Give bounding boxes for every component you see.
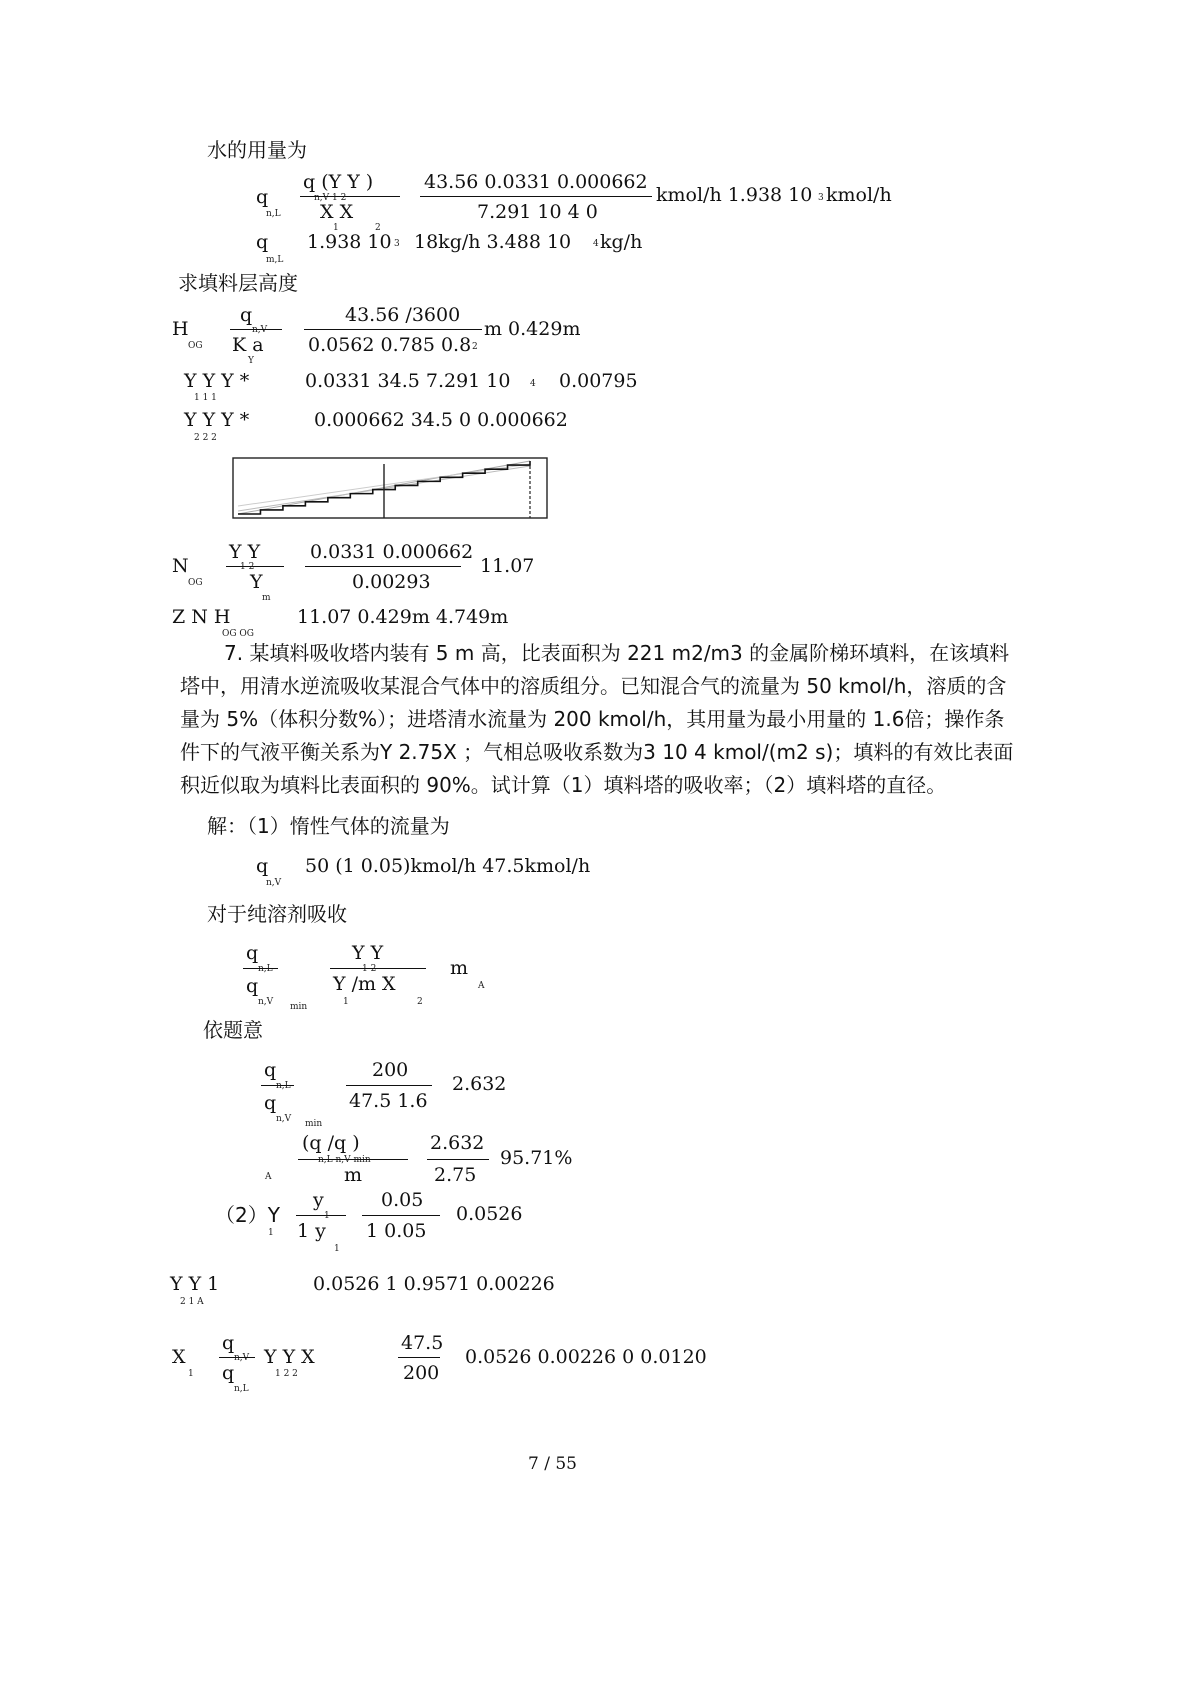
eq-symbol: q — [256, 231, 269, 253]
eq-numerator: Y Y — [229, 541, 261, 563]
eq-numerator: q — [222, 1332, 235, 1354]
solution-heading: 解：（1）惰性气体的流量为 — [207, 814, 450, 838]
eq-numerator: q — [240, 304, 253, 326]
eq-symbol: q — [264, 1059, 277, 1081]
eq-symbol: X — [172, 1346, 186, 1368]
eq-unit: kg/h — [600, 231, 643, 253]
eq-symbol: q — [256, 855, 269, 877]
eq-lhs: Z N H — [172, 606, 231, 628]
eq-numerator: 43.56 0.0331 0.000662 — [424, 171, 648, 193]
eq-numerator: 200 — [372, 1059, 409, 1081]
eq-subscript: n,L n,V min — [318, 1155, 371, 1165]
eq-numerator: Y Y — [352, 942, 384, 964]
eq-subscript: OG — [188, 341, 203, 351]
eq-numerator: 0.05 — [381, 1189, 424, 1211]
eq-subscript: OG — [188, 578, 203, 588]
eq-subscript: 2 1 A — [180, 1297, 204, 1307]
eq-rhs: 50 (1 0.05)kmol/h 47.5kmol/h — [305, 855, 591, 877]
eq-symbol: q — [264, 1092, 277, 1114]
eq-symbol: m — [450, 957, 469, 979]
eq-symbol: H — [172, 318, 189, 340]
section-heading-packing: 求填料层高度 — [178, 271, 298, 295]
fraction-bar — [330, 968, 426, 969]
eq-subscript: n,V 1 2 — [314, 193, 347, 203]
eq-denominator: 0.00293 — [352, 571, 431, 593]
eq-rhs: 0.0331 34.5 7.291 10 — [305, 370, 511, 392]
eq-lhs: Y Y 1 — [170, 1273, 220, 1295]
eq-superscript: 2 — [472, 342, 478, 352]
section-heading-water: 水的用量为 — [207, 138, 307, 162]
fraction-bar — [427, 1159, 489, 1160]
eq-subscript: n,V — [276, 1114, 292, 1124]
eq-result: kmol/h 1.938 10 — [656, 184, 813, 206]
problem-7-text: 7. 某填料吸收塔内装有 5 m 高，比表面积为 221 m2/m3 的金属阶梯环填料，在该填料塔中，用清水逆流吸收某混合气体中的溶质组分。已知混合气的流量为 50 kmol/h，溶质的含量为 5%（体积分数%）；进塔清水流量为 200 kmol/h，其用量为最小用量的 1.6倍；操作条件下的气液平衡关系为Y 2.75X ；气相总吸收系数为3 10 4 kmol/(m2 s)；填料的有效比表面积近似取为填料比表面积的 90%。试计算（1）填料塔的吸收率；（2）填料塔的直径。 — [180, 641, 1014, 797]
eq-result: m 0.429m — [484, 318, 581, 340]
eq-superscript: 4 — [593, 239, 599, 249]
eq-result: 0.0526 — [456, 1203, 523, 1225]
section-heading-given: 依题意 — [203, 1018, 263, 1042]
eq-denominator: X X — [320, 201, 354, 223]
eq-subscript: A — [265, 1172, 272, 1182]
fraction-bar — [219, 1357, 255, 1358]
eq-numerator: y — [313, 1189, 324, 1211]
eq-lhs: Y Y Y * — [184, 409, 250, 431]
eq-denominator: Y — [250, 571, 263, 593]
staircase-figure — [230, 456, 550, 522]
fraction-bar — [305, 566, 461, 567]
eq-subscript: OG OG — [222, 629, 254, 639]
eq-unit: kmol/h — [826, 184, 892, 206]
eq-subscript: Y — [248, 356, 254, 366]
fraction-bar — [261, 1085, 294, 1086]
eq-symbol: q — [246, 975, 259, 997]
fraction-bar — [304, 329, 482, 330]
eq-denominator: 47.5 1.6 — [349, 1090, 428, 1112]
eq-value: 18kg/h 3.488 10 — [414, 231, 572, 253]
eq-denominator: 7.291 10 4 0 — [477, 201, 598, 223]
eq-subscript: n,V — [266, 878, 282, 888]
eq-result: 11.07 — [480, 555, 535, 577]
eq-numerator: 43.56 /3600 — [345, 304, 461, 326]
eq-subscript: min — [305, 1119, 323, 1129]
eq-result: 0.00795 — [559, 370, 638, 392]
eq-subscript: 1 — [324, 1211, 330, 1221]
eq-rhs: 0.0526 0.00226 0 0.0120 — [465, 1346, 707, 1368]
eq-numerator: 2.632 — [430, 1132, 485, 1154]
eq-subscript: n,V — [252, 325, 268, 335]
eq-subscript: 1 — [268, 1228, 274, 1238]
eq-denominator: 200 — [403, 1362, 440, 1384]
eq-symbol: N — [172, 555, 189, 577]
section-heading-pure-solvent: 对于纯溶剂吸收 — [207, 902, 347, 926]
fraction-bar — [296, 1215, 346, 1216]
eq-superscript: 4 — [530, 379, 536, 389]
fraction-bar — [243, 968, 278, 969]
fraction-bar — [298, 1159, 408, 1160]
eq-subscript: n,V — [258, 997, 274, 1007]
eq-numerator: 47.5 — [401, 1332, 444, 1354]
eq-result: 95.71% — [500, 1147, 573, 1169]
eq-subscript: 1 2 — [362, 964, 377, 974]
eq-lhs: Y Y Y * — [184, 370, 250, 392]
fraction-bar — [226, 566, 284, 567]
eq-denominator: 2.75 — [434, 1164, 477, 1186]
fraction-bar — [420, 196, 652, 197]
eq-subscript: n,V — [234, 1353, 250, 1363]
eq-subscript: 1 2 2 — [275, 1369, 298, 1379]
eq-superscript: 3 — [394, 239, 400, 249]
eq-subscript: 1 2 — [240, 562, 255, 572]
eq-subscript: n,L — [258, 964, 273, 974]
fraction-bar — [398, 1357, 440, 1358]
eq-symbol: q — [246, 942, 259, 964]
eq-subscript: 1 — [188, 1369, 194, 1379]
eq-label: （2）Y — [215, 1203, 280, 1227]
eq-denominator: 1 y — [297, 1220, 326, 1242]
eq-mid: Y Y X — [264, 1346, 315, 1368]
eq-superscript: 3 — [818, 193, 824, 203]
fraction-bar — [346, 1085, 432, 1086]
fraction-bar — [230, 329, 282, 330]
eq-subscript: n,L — [276, 1081, 291, 1091]
eq-subscript: m — [262, 593, 271, 603]
eq-rhs: 0.000662 34.5 0 0.000662 — [314, 409, 568, 431]
eq-subscript: 1 — [343, 997, 349, 1007]
page-number: 7 / 55 — [528, 1454, 577, 1474]
eq-value: 1.938 10 — [307, 231, 392, 253]
eq-numerator: (q /q ) — [302, 1132, 360, 1154]
eq-result: 2.632 — [452, 1073, 507, 1095]
eq-denominator: m — [344, 1164, 363, 1186]
eq-subscript: 1 1 1 — [194, 393, 217, 403]
eq-numerator: q (Y Y ) — [303, 171, 374, 193]
eq-rhs: 11.07 0.429m 4.749m — [297, 606, 509, 628]
eq-subscript: A — [478, 981, 485, 991]
eq-subscript: 2 — [417, 997, 423, 1007]
eq-subscript: n,L — [266, 209, 281, 219]
eq-subscript: 1 — [334, 1244, 340, 1254]
eq-subscript: 1 — [333, 223, 339, 233]
eq-rhs: 0.0526 1 0.9571 0.00226 — [313, 1273, 555, 1295]
fraction-bar — [300, 196, 400, 197]
eq-numerator: 0.0331 0.000662 — [310, 541, 474, 563]
eq-denominator: 0.0562 0.785 0.8 — [308, 334, 472, 356]
eq-denominator: K a — [232, 334, 264, 356]
eq-subscript: m,L — [266, 255, 284, 265]
eq-subscript: 2 — [375, 223, 381, 233]
eq-subscript: min — [290, 1002, 308, 1012]
eq-symbol: q — [256, 186, 269, 208]
eq-denominator: q — [222, 1362, 235, 1384]
eq-denominator: Y /m X — [333, 973, 396, 995]
eq-subscript: 2 2 2 — [194, 433, 217, 443]
eq-denominator: 1 0.05 — [366, 1220, 427, 1242]
fraction-bar — [362, 1215, 440, 1216]
eq-subscript: n,L — [234, 1384, 249, 1394]
